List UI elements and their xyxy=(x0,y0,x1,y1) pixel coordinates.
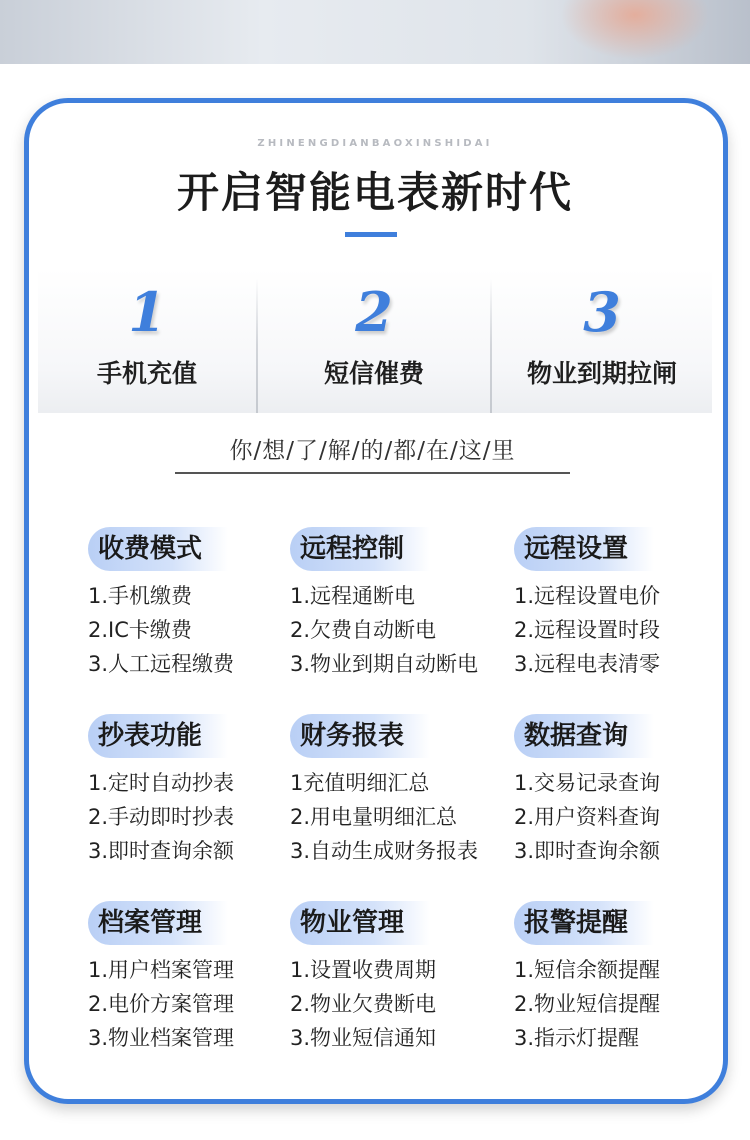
category-title: 报警提醒 xyxy=(514,901,654,945)
category-item: 2.用电量明细汇总 xyxy=(290,805,458,829)
category-title: 物业管理 xyxy=(290,901,430,945)
category-title: 财务报表 xyxy=(290,714,430,758)
category-title: 档案管理 xyxy=(88,901,228,945)
category-title: 收费模式 xyxy=(88,527,228,571)
category-item: 3.远程电表清零 xyxy=(514,652,661,676)
category-item: 3.物业到期自动断电 xyxy=(290,652,479,676)
category-title: 抄表功能 xyxy=(88,714,228,758)
category-remote-settings xyxy=(514,527,734,681)
category-archive-management xyxy=(88,901,308,1055)
category-billing-mode xyxy=(88,527,308,681)
category-item: 2.物业欠费断电 xyxy=(290,992,437,1016)
page-title: 开启智能电表新时代 xyxy=(176,168,573,217)
category-item: 2.远程设置时段 xyxy=(514,618,661,642)
category-item: 3.物业短信通知 xyxy=(290,1026,437,1050)
category-item: 3.自动生成财务报表 xyxy=(290,839,479,863)
feature-label: 手机充值 xyxy=(96,359,197,388)
category-item: 2.用户资料查询 xyxy=(514,805,661,829)
category-item: 3.物业档案管理 xyxy=(88,1026,235,1050)
category-item: 2.IC卡缴费 xyxy=(88,618,192,642)
category-item: 1.设置收费周期 xyxy=(290,958,437,982)
category-item: 1.远程设置电价 xyxy=(514,584,661,608)
category-item: 1.交易记录查询 xyxy=(514,771,661,795)
category-item: 1充值明细汇总 xyxy=(290,771,430,795)
category-title: 数据查询 xyxy=(514,714,654,758)
category-item: 3.指示灯提醒 xyxy=(514,1026,640,1050)
category-alarm-reminder xyxy=(514,901,734,1055)
category-item: 3.即时查询余额 xyxy=(88,839,235,863)
category-property-management xyxy=(290,901,510,1055)
category-item: 1.定时自动抄表 xyxy=(88,771,235,795)
category-title: 远程控制 xyxy=(290,527,430,571)
category-item: 3.人工远程缴费 xyxy=(88,652,235,676)
pinyin-subtitle: ZHINENGDIANBAOXINSHIDAI xyxy=(257,138,493,149)
category-meter-reading xyxy=(88,714,308,868)
category-item: 3.即时查询余额 xyxy=(514,839,661,863)
category-data-query xyxy=(514,714,734,868)
category-item: 1.远程通断电 xyxy=(290,584,416,608)
banner-glare xyxy=(560,0,710,60)
category-item: 1.手机缴费 xyxy=(88,584,193,608)
feature-label: 短信催费 xyxy=(323,359,424,388)
subtitle-underline xyxy=(175,472,570,474)
feature-number: 2 xyxy=(355,280,393,344)
category-item: 2.欠费自动断电 xyxy=(290,618,437,642)
category-remote-control xyxy=(290,527,510,681)
category-item: 1.短信余额提醒 xyxy=(514,958,661,982)
feature-label: 物业到期拉闸 xyxy=(526,359,677,388)
category-item: 2.物业短信提醒 xyxy=(514,992,661,1016)
category-item: 2.手动即时抄表 xyxy=(88,805,235,829)
top-banner-image xyxy=(0,0,750,64)
feature-strip xyxy=(38,268,712,413)
section-subtitle: 你/想/了/解/的/都/在/这/里 xyxy=(229,438,516,464)
category-title: 远程设置 xyxy=(514,527,654,571)
category-financial-reports xyxy=(290,714,510,868)
feature-number: 1 xyxy=(128,280,166,344)
title-underline xyxy=(345,232,397,237)
category-item: 1.用户档案管理 xyxy=(88,958,235,982)
feature-item-3 xyxy=(492,268,712,413)
feature-item-1 xyxy=(38,268,256,413)
feature-number: 3 xyxy=(583,280,621,344)
feature-item-2 xyxy=(258,268,490,413)
category-item: 2.电价方案管理 xyxy=(88,992,235,1016)
